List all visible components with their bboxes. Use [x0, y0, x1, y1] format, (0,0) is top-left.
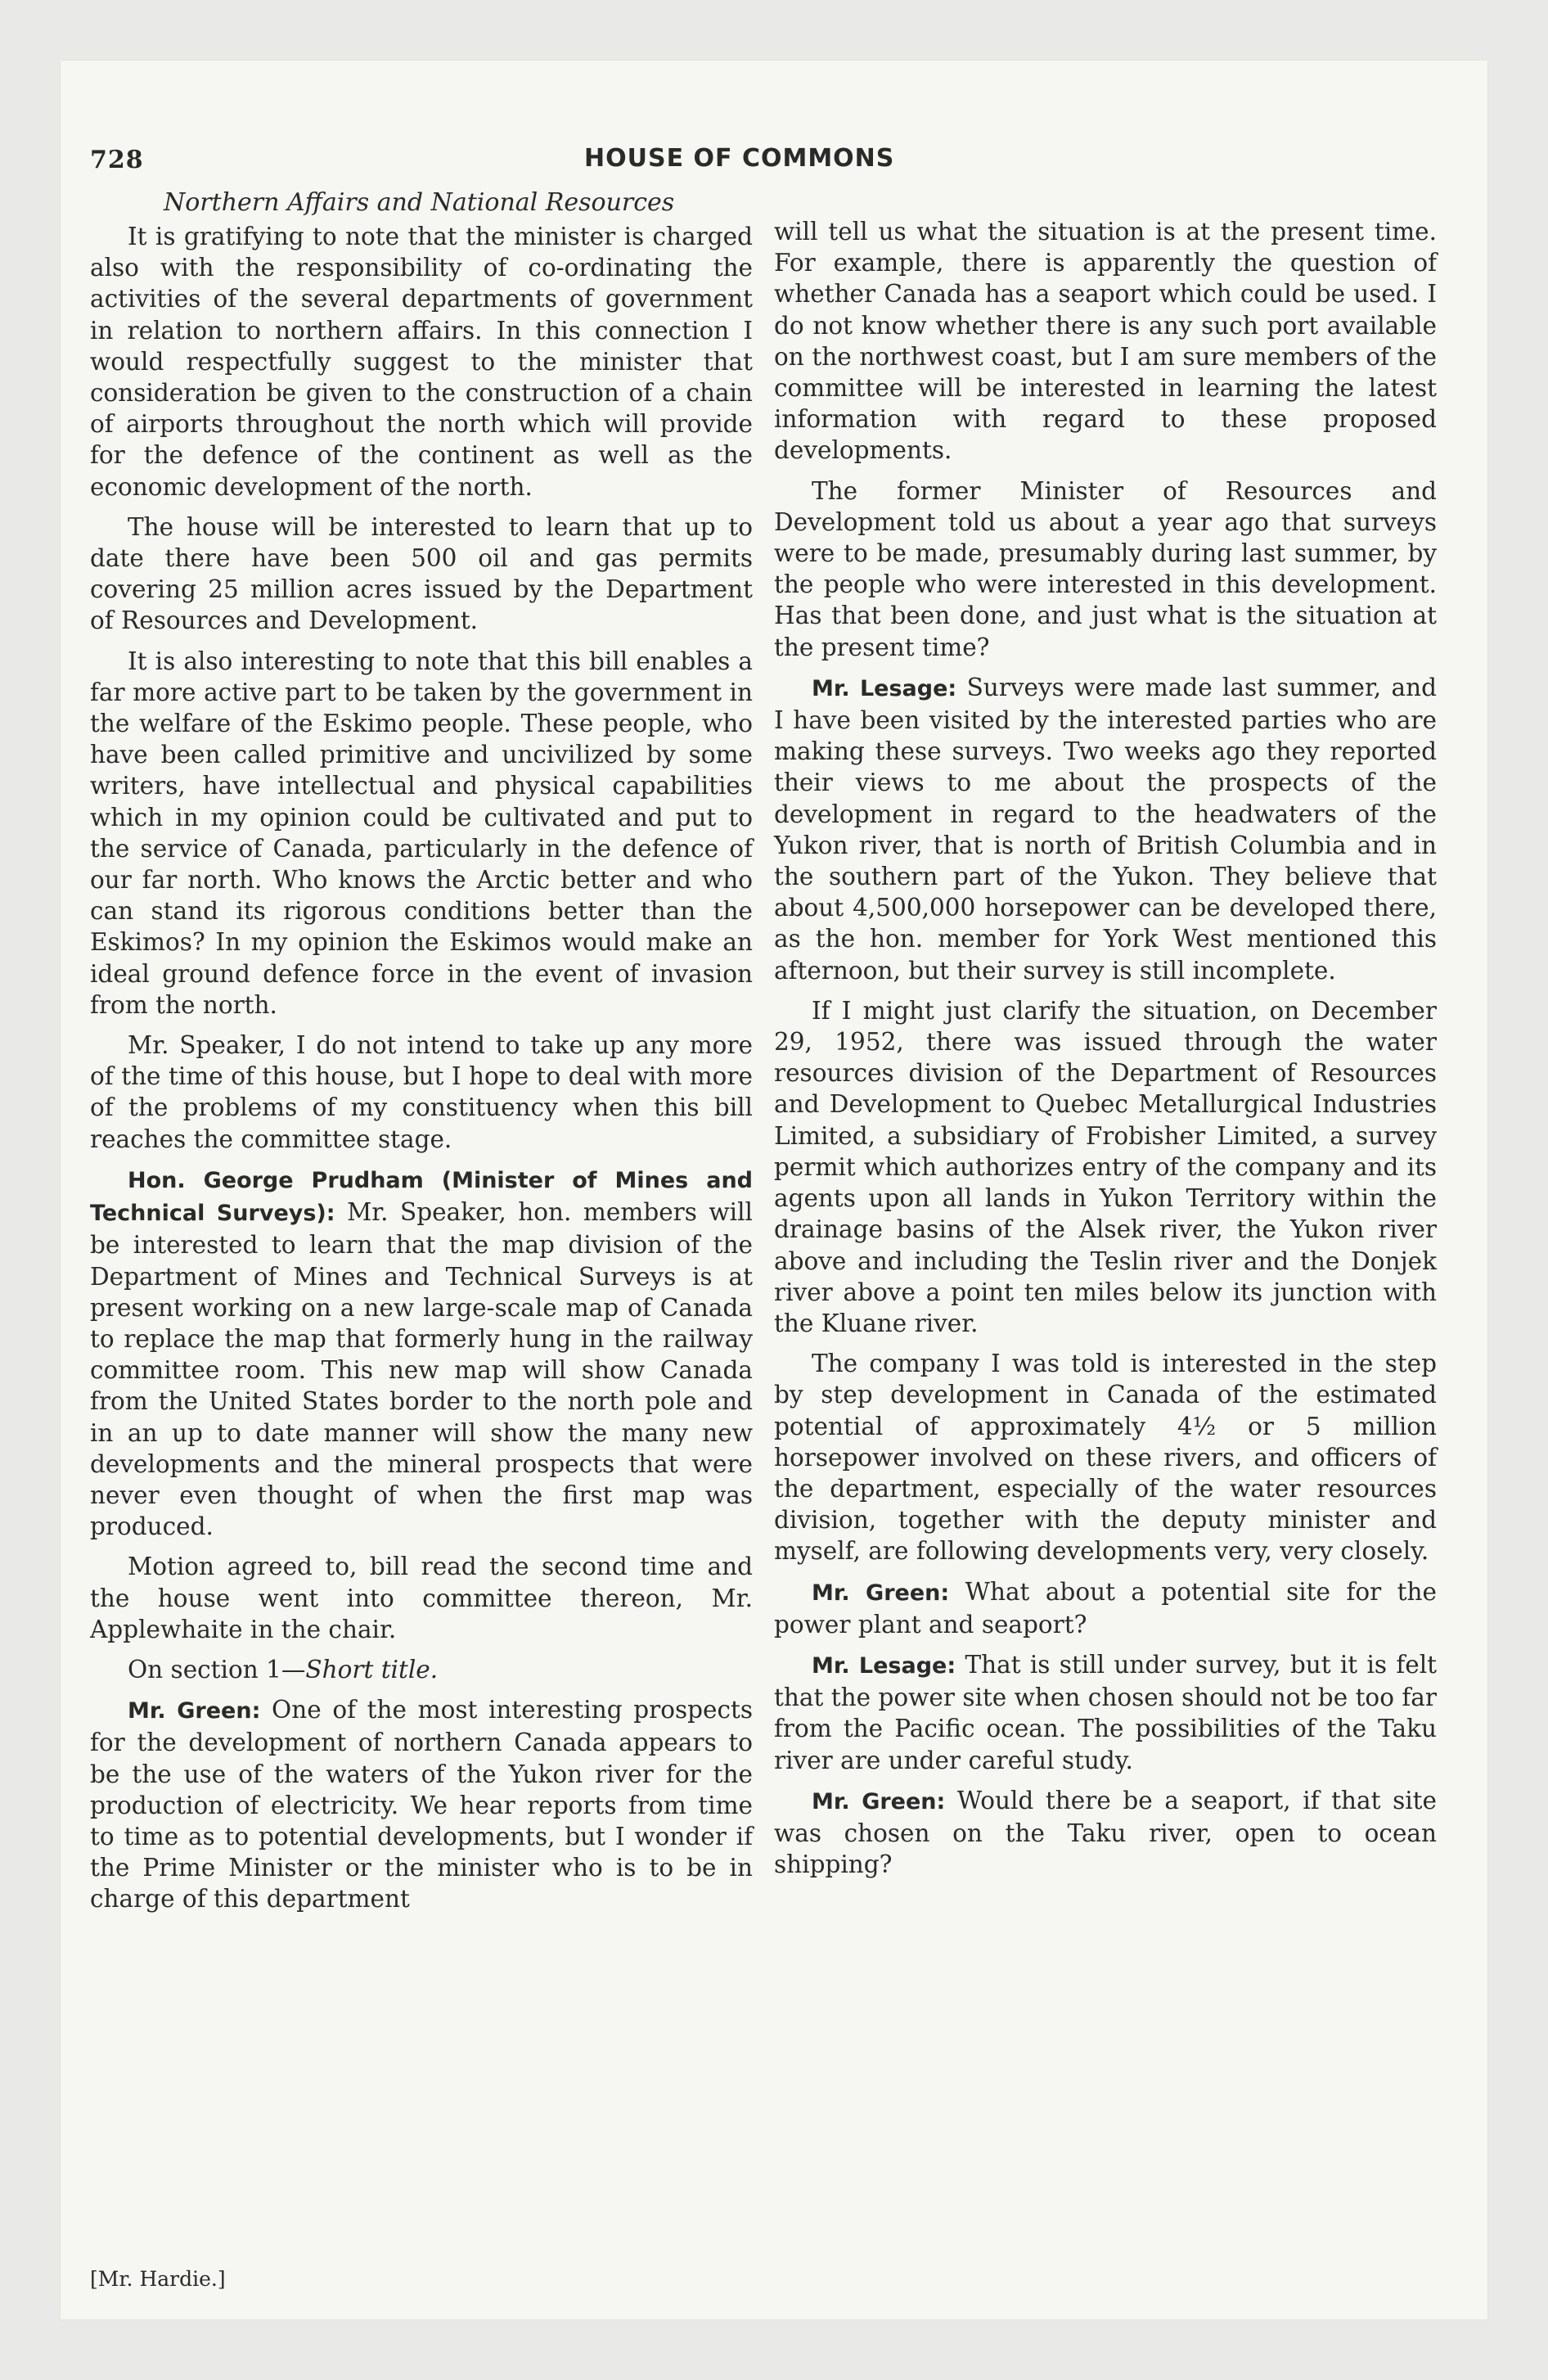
paragraph: If I might just clarify the situation, on December 29, 1952, there was issued through the water resources division of the Department of Resources and Development to Quebec Metallurgical Industries Limited, a subsidiary of Frobisher Limited, a survey permit which authorizes entry of the company and its agents upon all lands in Yukon Territory within the drainage basins of the Alsek river, the Yukon river above and including the Teslin river and the Donjek river above a point ten miles below its junction with the Kluane river. — [774, 996, 1437, 1337]
paragraph: Mr. Speaker, I do not intend to take up any more of the time of this house, but I hope to deal with more of the problems of my constituency when this bill reaches the committee stage. — [90, 1031, 753, 1153]
speaker-name: Mr. Lesage: — [812, 1652, 956, 1679]
paragraph: It is also interesting to note that this bill enables a far more active part to be taken by the government in the welfare of the Eskimo people. These people, who have been called primitive and uncivilized by some writers, have intellectual and physical capabilities which in my opinion could be cultivated and put to the service of Canada, particularly in the defence of our far north. Who knows the Arctic better and who can stand its rigorous conditions better than the Eskimos? In my opinion the Eskimos would make an ideal ground defence force in the event of invasion from the north. — [90, 647, 753, 1019]
document-page — [61, 61, 1487, 2319]
paragraph: It is gratifying to note that the minister is charged also with the responsibility of co-ordinating the activities of the several departments of government in relation to northern affairs. In this connection I would respectfully suggest to the minister that consideration be given to the construction of a chain of airports throughout the north which will provide for the defence of the continent as well as the economic development of the north. — [90, 223, 753, 501]
paragraph: The company I was told is interested in the step by step development in Canada of the estimated potential of approximately 4½ or 5 million horsepower involved on these rivers, and officers of the department, especially of the water resources division, together with the deputy minister and myself, are following developments very, very closely. — [774, 1350, 1437, 1566]
section-title: Northern Affairs and National Resources — [164, 188, 675, 217]
page-number: 728 — [90, 146, 144, 174]
speech-text: Would there be a seaport, if that site was chosen on the Taku river, open to ocean shipping? — [774, 1786, 1437, 1879]
paragraph — [90, 1654, 753, 1685]
speaker-name: Hon. George Prudham (Minister of Mines and Technical Surveys): — [90, 1167, 753, 1227]
footer-attribution: [Mr. Hardie.] — [90, 2267, 226, 2291]
paragraph — [774, 1576, 1437, 1640]
paragraph — [774, 1785, 1437, 1881]
paragraph: Motion agreed to, bill read the second time and the house went into committee thereon, Mr. Applewhaite in the chair. — [90, 1553, 753, 1643]
speech-text: What about a potential site for the power plant and seaport? — [774, 1577, 1437, 1639]
section-short-title: Short title. — [305, 1655, 439, 1684]
speaker-name: Mr. Green: — [128, 1698, 261, 1724]
paragraph — [90, 1694, 753, 1914]
paragraph — [774, 672, 1437, 986]
paragraph: will tell us what the situation is at the present time. For example, there is apparently the question of whether Canada has a seaport which could be used. I do not know whether there is any such port available on the northwest coast, but I am sure members of the committee will be interested in learning the latest information with regard to these proposed developments. — [774, 218, 1437, 465]
paragraph: The house will be interested to learn that up to date there have been 500 oil and gas permits covering 25 million acres issued by the Department of Resources and Development. — [90, 512, 753, 635]
speech-text: One of the most interesting prospects for the development of northern Canada appears to be the use of the waters of the Yukon river for the production of electricity. We hear reports from time to time as to potential developments, but I wonder if the Prime Minister or the minister who is to be in charge of this department — [90, 1696, 753, 1913]
speaker-name: Mr. Green: — [812, 1788, 946, 1814]
paragraph — [90, 1164, 753, 1542]
speaker-name: Mr. Green: — [812, 1580, 950, 1606]
speech-text: That is still under survey, but it is felt that the power site when chosen should not be too far from the Pacific ocean. The possibilities of the Taku river are under careful study. — [774, 1650, 1437, 1774]
speech-text: Surveys were made last summer, and I have been visited by the interested parties who are making these surveys. Two weeks ago they reported their views to me about the prospects of the development in regard to the headwaters of the Yukon river, that is north of British Columbia and in the southern part of the Yukon. They believe that about 4,500,000 horsepower can be developed there, as the hon. member for York West mentioned this afternoon, but their survey is still incomplete. — [774, 673, 1437, 985]
speaker-name: Mr. Lesage: — [812, 675, 957, 701]
left-column — [90, 221, 753, 1924]
running-title: HOUSE OF COMMONS — [584, 144, 895, 173]
speech-text: Mr. Speaker, hon. members will be interested to learn that the map division of the Department of Mines and Technical Surveys is at present working on a new large-scale map of Canada to replace the map that formerly hung in the railway committee room. This new map will show Canada from the United States border to the north pole and in an up to date manner will show the many new developments and the mineral prospects that were never even thought of when the first map was produced. — [90, 1198, 753, 1541]
section-prefix: On section 1— — [128, 1655, 306, 1684]
paragraph — [774, 1649, 1437, 1776]
paragraph: The former Minister of Resources and Development told us about a year ago that surveys were to be made, presumably during last summer, by the people who were interested in this development. Has that been done, and just what is the situation at the present time? — [774, 476, 1437, 661]
right-column — [774, 216, 1437, 1889]
